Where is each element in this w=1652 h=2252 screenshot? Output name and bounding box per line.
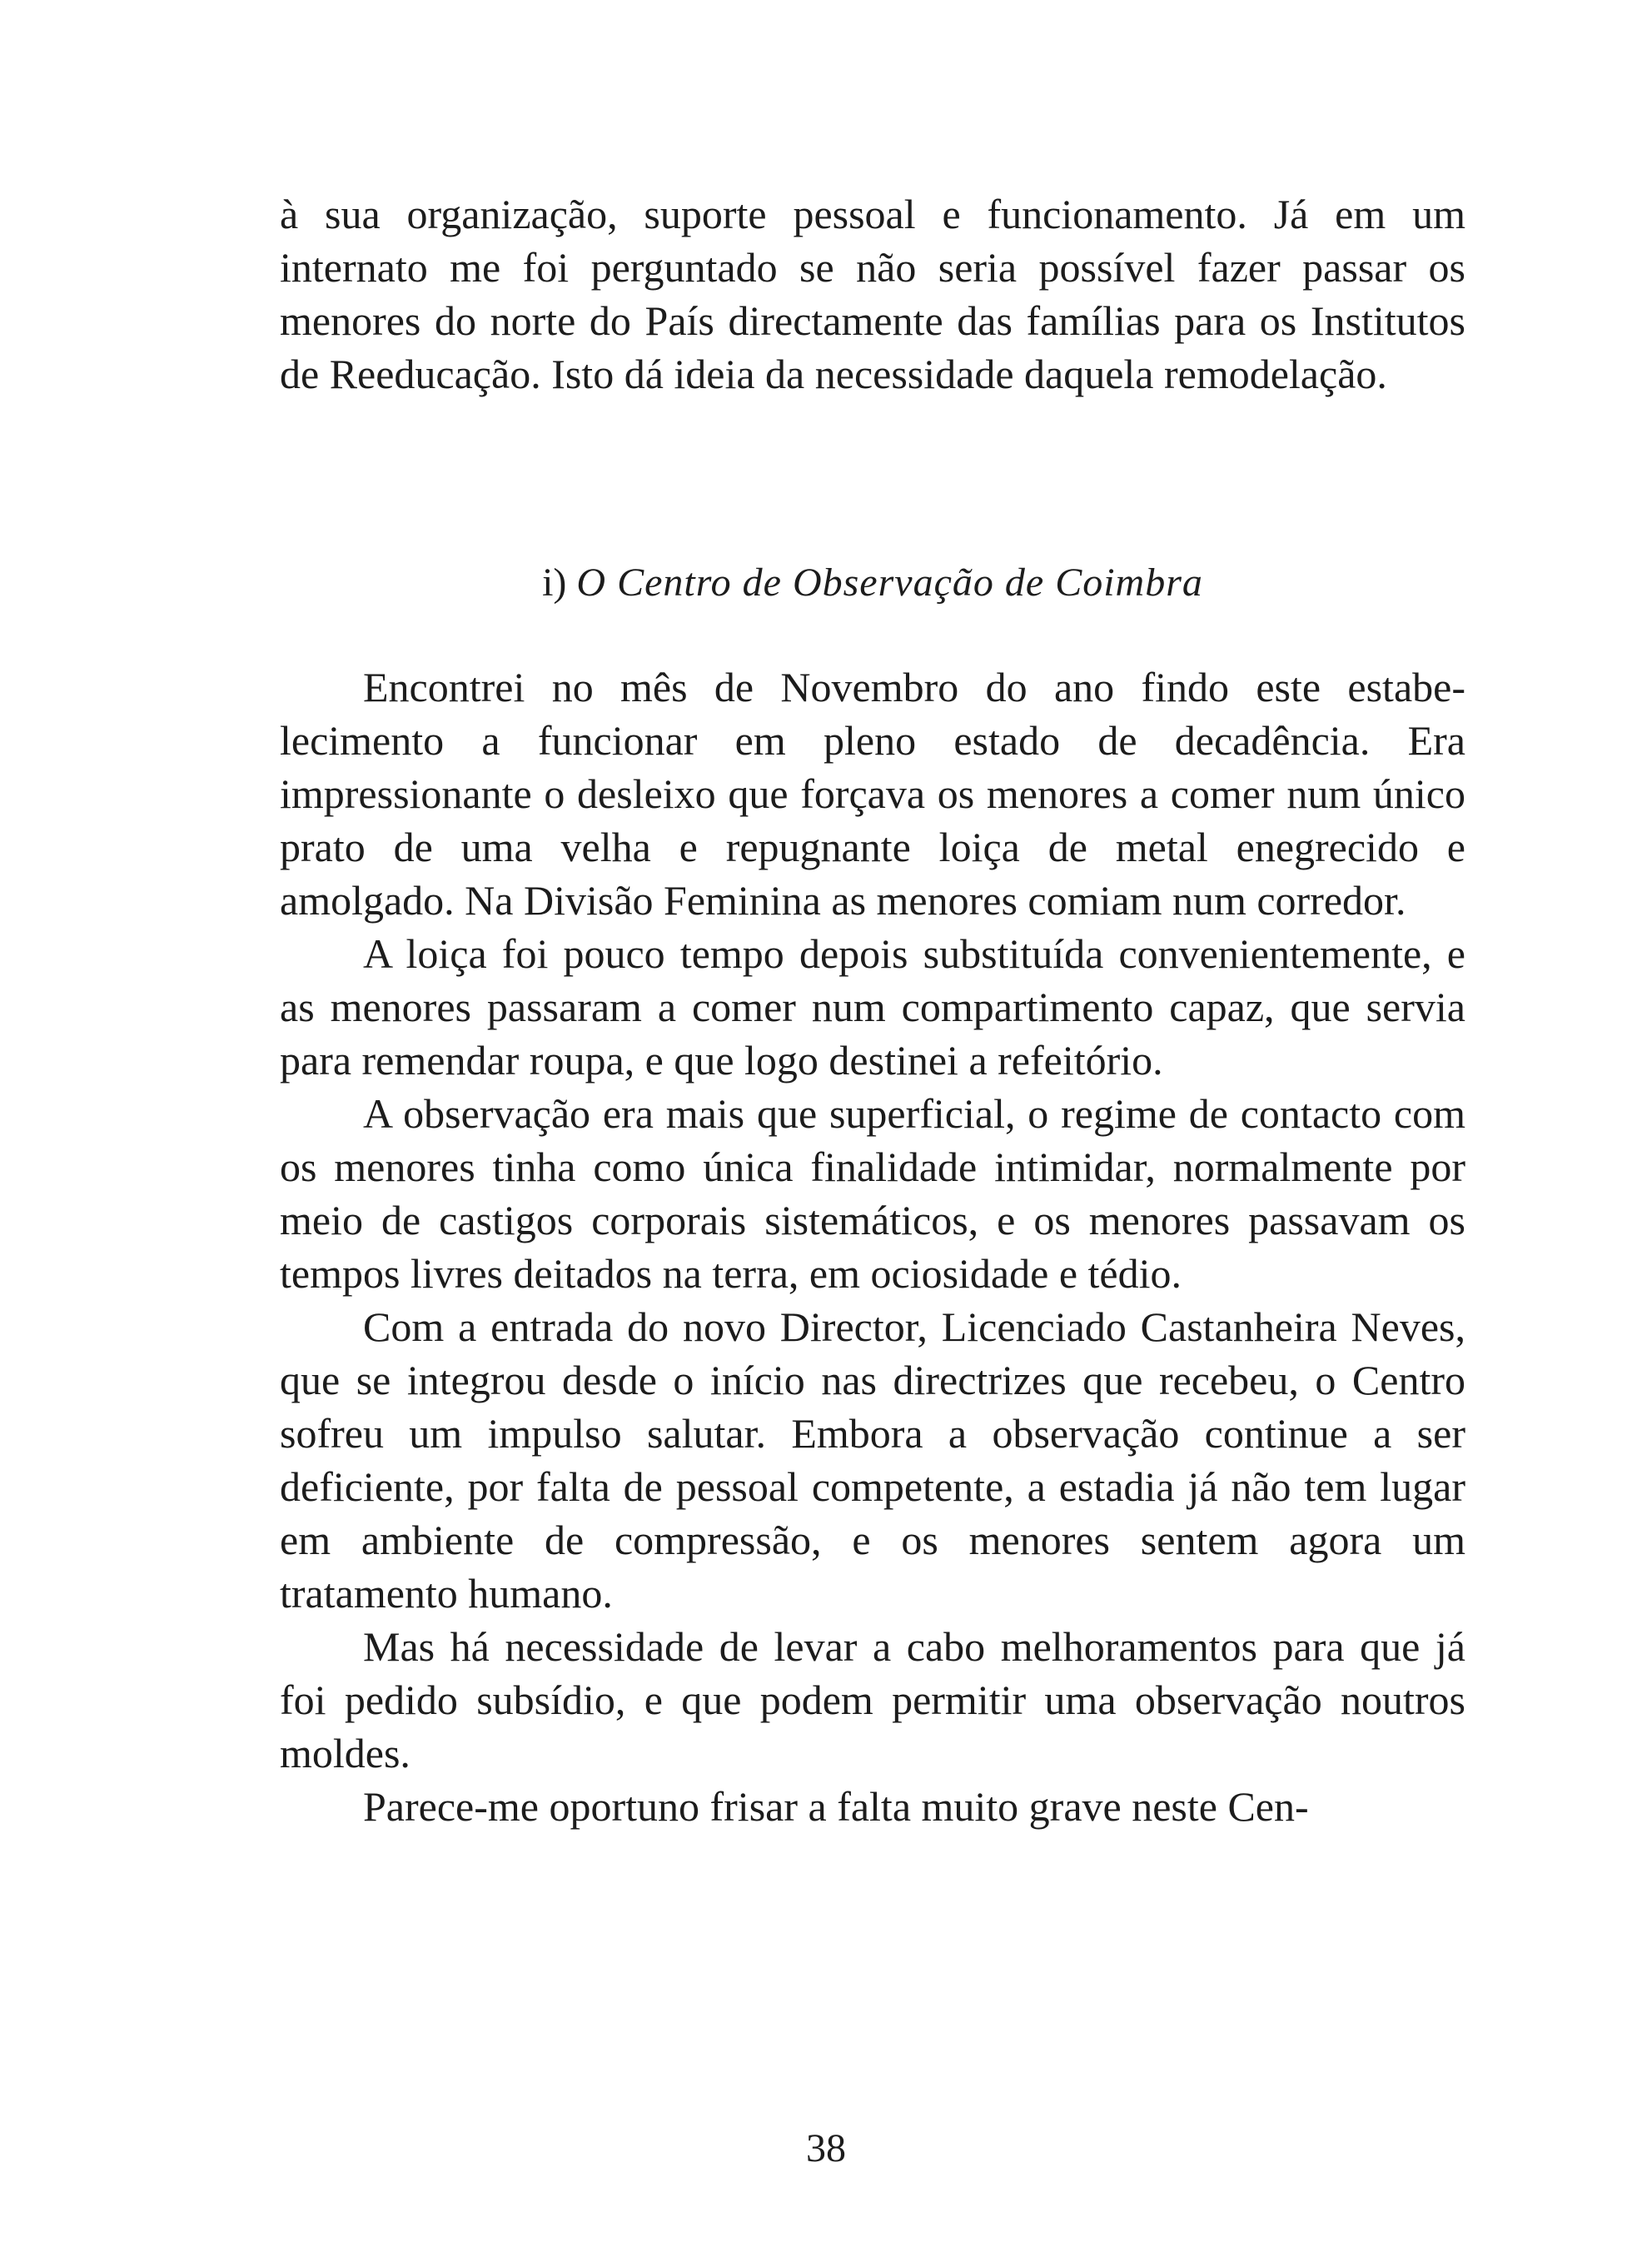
intro-paragraph: à sua organização, suporte pessoal e funcionamento. Já em um internato me foi perguntado se não seria possível fazer passar os menores do norte do País directamente das famílias para os Institutos de Reeducação. Isto dá ideia da necessidade daquela remodelação. — [280, 191, 1465, 397]
body-text — [280, 660, 1465, 1833]
intro-text — [280, 187, 1465, 401]
paragraph: Com a entrada do novo Director, Licenciado Castanheira Neves, que se integrou desde o início nas directrizes que recebeu, o Centro sofreu um impulso salutar. Embora a observação continue a ser deficiente, por falta de pessoal competente, a estadia já não tem lugar em ambiente de compressão, e os menores sentem agora um tratamento humano. — [280, 1303, 1465, 1617]
section-number: i) — [542, 561, 567, 605]
paragraph: A loiça foi pouco tempo depois substituída convenientemente, e as menores passaram a comer num compartimento capaz, que servia para remendar roupa, e que logo destinei a refeitório. — [280, 930, 1465, 1084]
paragraph: A observação era mais que superficial, o regime de contacto com os menores tinha como única finalidade intimidar, normalmente por meio de castigos corporais sistemáticos, e os menores passavam os tempos livres deitados na terra, em ociosidade e tédio. — [280, 1090, 1465, 1297]
section-title: O Centro de Observação de Coimbra — [576, 561, 1203, 605]
page-number: 38 — [806, 2126, 846, 2170]
paragraph: Parece-me oportuno frisar a falta muito grave neste Cen- — [363, 1783, 1309, 1830]
paragraph: Mas há necessidade de levar a cabo melhoramentos para que já foi pedido subsídio, e que podem permitir uma observação noutros moldes. — [280, 1623, 1465, 1776]
section-heading — [280, 556, 1465, 610]
paragraph: Encontrei no mês de Novembro do ano findo este estabelecimento a funcionar em pleno estado de decadência. Era impressionante o desleixo que forçava os menores a comer num único prato de uma velha e repugnante loiça de metal enegrecido e amolgado. Na Divisão Feminina as menores comiam num corredor. — [280, 664, 1465, 924]
